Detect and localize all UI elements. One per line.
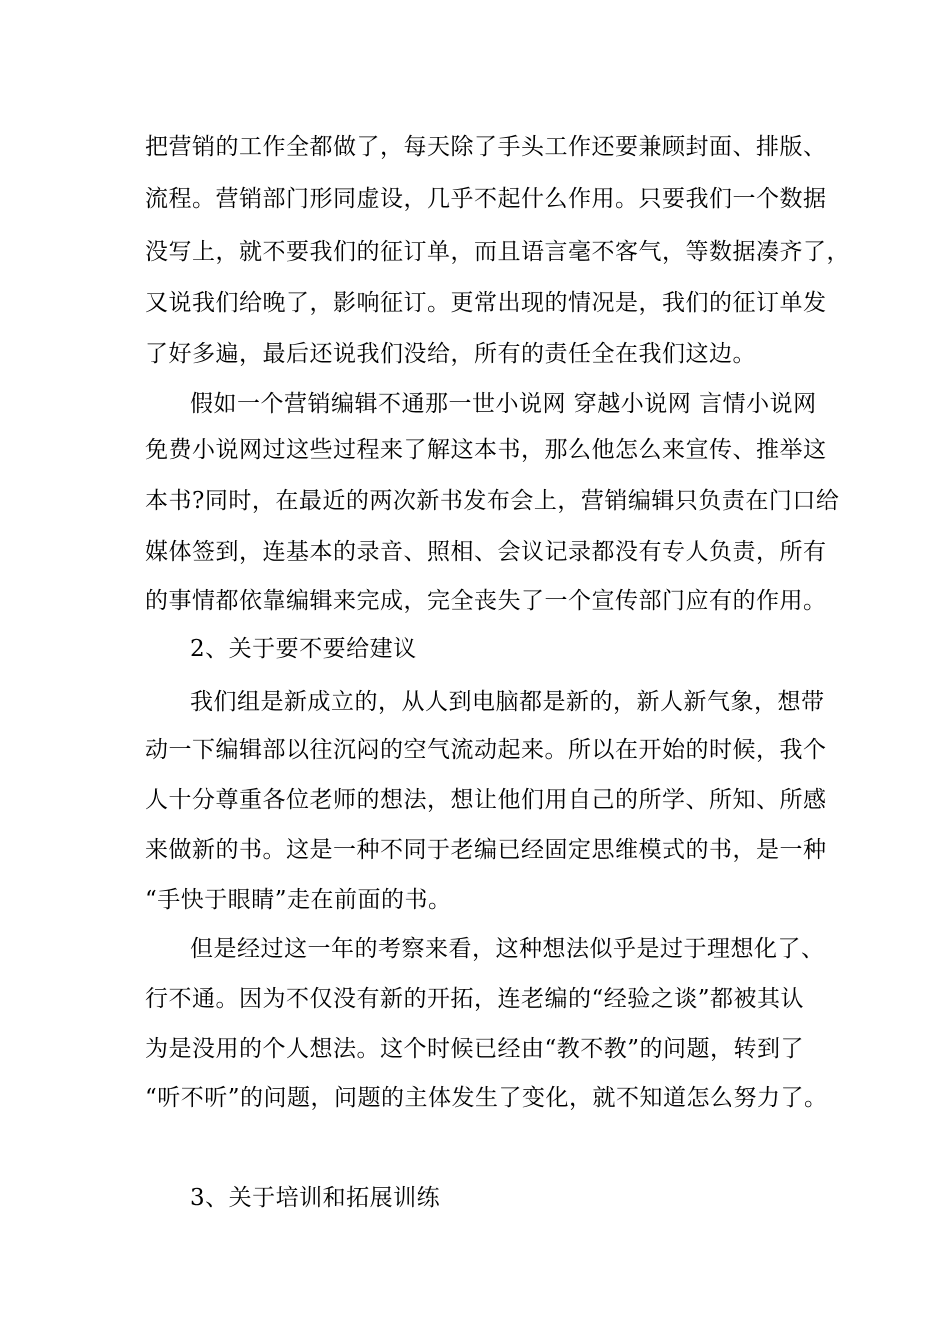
text-line: “听不听”的问题，问题的主体发生了变化，就不知道怎么努力了。 [145,1085,828,1111]
text-line: 把营销的工作全都做了，每天除了手头工作还要兼顾封面、排版、 [145,134,827,160]
section-heading: 3、关于培训和拓展训练 [190,1185,441,1211]
section-heading: 2、关于要不要给建议 [190,636,417,662]
text-line: 但是经过这一年的考察来看，这种想法似乎是过于理想化了、 [190,936,825,962]
text-line: 又说我们给晚了，影响征订。更常出现的情况是，我们的征订单发 [145,290,827,316]
text-line: 媒体签到，连基本的录音、照相、会议记录都没有专人负责，所有 [145,539,827,565]
text-line: 本书?同时，在最近的两次新书发布会上，营销编辑只负责在门口给 [145,488,840,514]
text-line: 没写上，就不要我们的征订单，而且语言毫不客气，等数据凑齐了， [145,239,850,265]
text-line: 流程。营销部门形同虚设，几乎不起什么作用。只要我们一个数据 [145,186,827,212]
text-line: 为是没用的个人想法。这个时候已经由“教不教”的问题，转到了 [145,1036,805,1062]
text-line: 的事情都依靠编辑来完成，完全丧失了一个宣传部门应有的作用。 [145,588,827,614]
text-line: “手快于眼睛”走在前面的书。 [145,887,452,913]
text-line: 了好多遍，最后还说我们没给，所有的责任全在我们这边。 [145,341,756,367]
text-line: 我们组是新成立的，从人到电脑都是新的，新人新气象，想带 [190,689,825,715]
text-line: 动一下编辑部以往沉闷的空气流动起来。所以在开始的时候，我个 [145,737,827,763]
text-line: 假如一个营销编辑不通那一世小说网 穿越小说网 言情小说网 [190,391,817,417]
text-line: 人十分尊重各位老师的想法，想让他们用自己的所学、所知、所感 [145,787,827,813]
text-line: 来做新的书。这是一种不同于老编已经固定思维模式的书，是一种 [145,837,827,863]
text-line: 免费小说网过这些过程来了解这本书，那么他怎么来宣传、推举这 [145,437,827,463]
text-line: 行不通。因为不仅没有新的开拓，连老编的“经验之谈”都被其认 [145,986,805,1012]
